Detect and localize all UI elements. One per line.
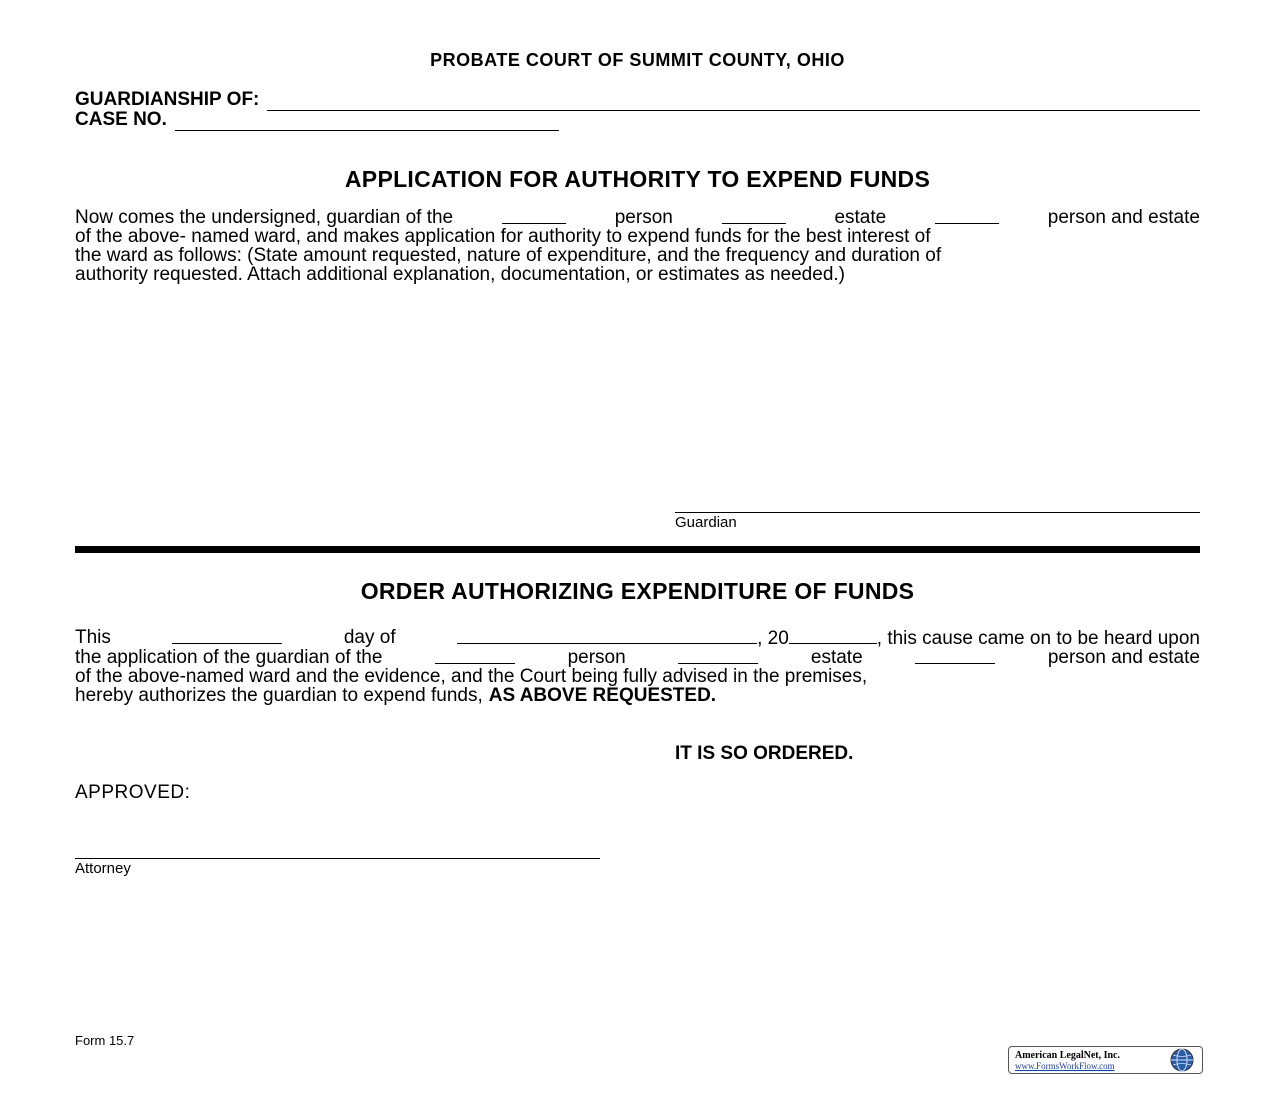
person-and-estate-option-label: person and estate	[1047, 207, 1200, 228]
application-title: APPLICATION FOR AUTHORITY TO EXPEND FUNDS	[344, 166, 931, 192]
application-line-1	[75, 208, 1200, 227]
order-text: This	[75, 627, 111, 648]
order-line-3	[75, 667, 1200, 686]
application-text: authority requested. Attach additional explanation, documentation, or estimates as needed.)	[75, 264, 845, 285]
case-number-label: CASE NO.	[75, 109, 167, 130]
attorney-signature-label: Attorney	[75, 860, 131, 877]
court-heading: PROBATE COURT OF SUMMIT COUNTY, OHIO	[430, 50, 845, 70]
order-line-2	[75, 648, 1200, 667]
person-blank[interactable]	[502, 208, 566, 224]
order-line-1	[75, 628, 1200, 648]
publisher-name: American LegalNet, Inc.	[1015, 1050, 1120, 1061]
year-prefix: , 20	[757, 628, 789, 649]
publisher-url-link[interactable]: www.FormsWorkFlow.com	[1015, 1061, 1115, 1071]
order-line-4	[75, 686, 1200, 705]
guardianship-label: GUARDIANSHIP OF:	[75, 89, 260, 110]
guardian-signature-line[interactable]	[675, 512, 1200, 513]
attorney-signature-line[interactable]	[75, 858, 600, 859]
publisher-logo[interactable]	[1008, 1046, 1203, 1074]
person-option-label: person	[614, 207, 673, 228]
so-ordered-text: IT IS SO ORDERED.	[675, 743, 854, 764]
application-line-2	[75, 227, 1200, 246]
application-text: the ward as follows: (State amount requested, nature of expenditure, and the frequency and duration of	[75, 245, 942, 266]
estate-option-label: estate	[834, 207, 887, 228]
order-title: ORDER AUTHORIZING EXPENDITURE OF FUNDS	[360, 578, 915, 604]
order-text: hereby authorizes the guardian to expend funds,	[75, 685, 483, 706]
order-person-label: person	[567, 647, 626, 668]
case-number-blank[interactable]	[175, 112, 559, 131]
order-person-and-estate-blank[interactable]	[915, 648, 995, 664]
month-blank[interactable]	[457, 628, 757, 644]
order-text: of the above-named ward and the evidence, and the Court being fully advised in the premises,	[75, 666, 868, 687]
person-and-estate-blank[interactable]	[935, 208, 999, 224]
approved-label: APPROVED:	[75, 782, 191, 803]
case-number-field	[75, 109, 559, 131]
order-person-blank[interactable]	[435, 648, 515, 664]
order-person-and-estate-label: person and estate	[1047, 647, 1200, 668]
form-number: Form 15.7	[75, 1033, 135, 1048]
guardianship-field	[75, 89, 1200, 111]
order-text: , this cause came on to be heard upon	[876, 628, 1200, 649]
order-estate-blank[interactable]	[678, 648, 758, 664]
application-text: Now comes the undersigned, guardian of the	[75, 207, 454, 228]
section-divider	[75, 546, 1200, 553]
application-line-4	[75, 265, 1200, 284]
order-text: day of	[343, 627, 396, 648]
order-text: the application of the guardian of the	[75, 647, 383, 668]
estate-blank[interactable]	[722, 208, 786, 224]
date-group	[457, 628, 1200, 648]
as-above-requested-text: AS ABOVE REQUESTED.	[488, 685, 717, 706]
application-text: of the above- named ward, and makes application for authority to expend funds for the best interest of	[75, 226, 931, 247]
globe-icon	[1164, 1048, 1200, 1072]
application-line-3	[75, 246, 1200, 265]
application-paragraph	[75, 208, 1200, 284]
year-blank[interactable]	[789, 628, 877, 644]
guardian-signature-label: Guardian	[675, 514, 737, 531]
order-paragraph	[75, 628, 1200, 705]
order-estate-label: estate	[810, 647, 863, 668]
day-blank[interactable]	[172, 628, 282, 644]
